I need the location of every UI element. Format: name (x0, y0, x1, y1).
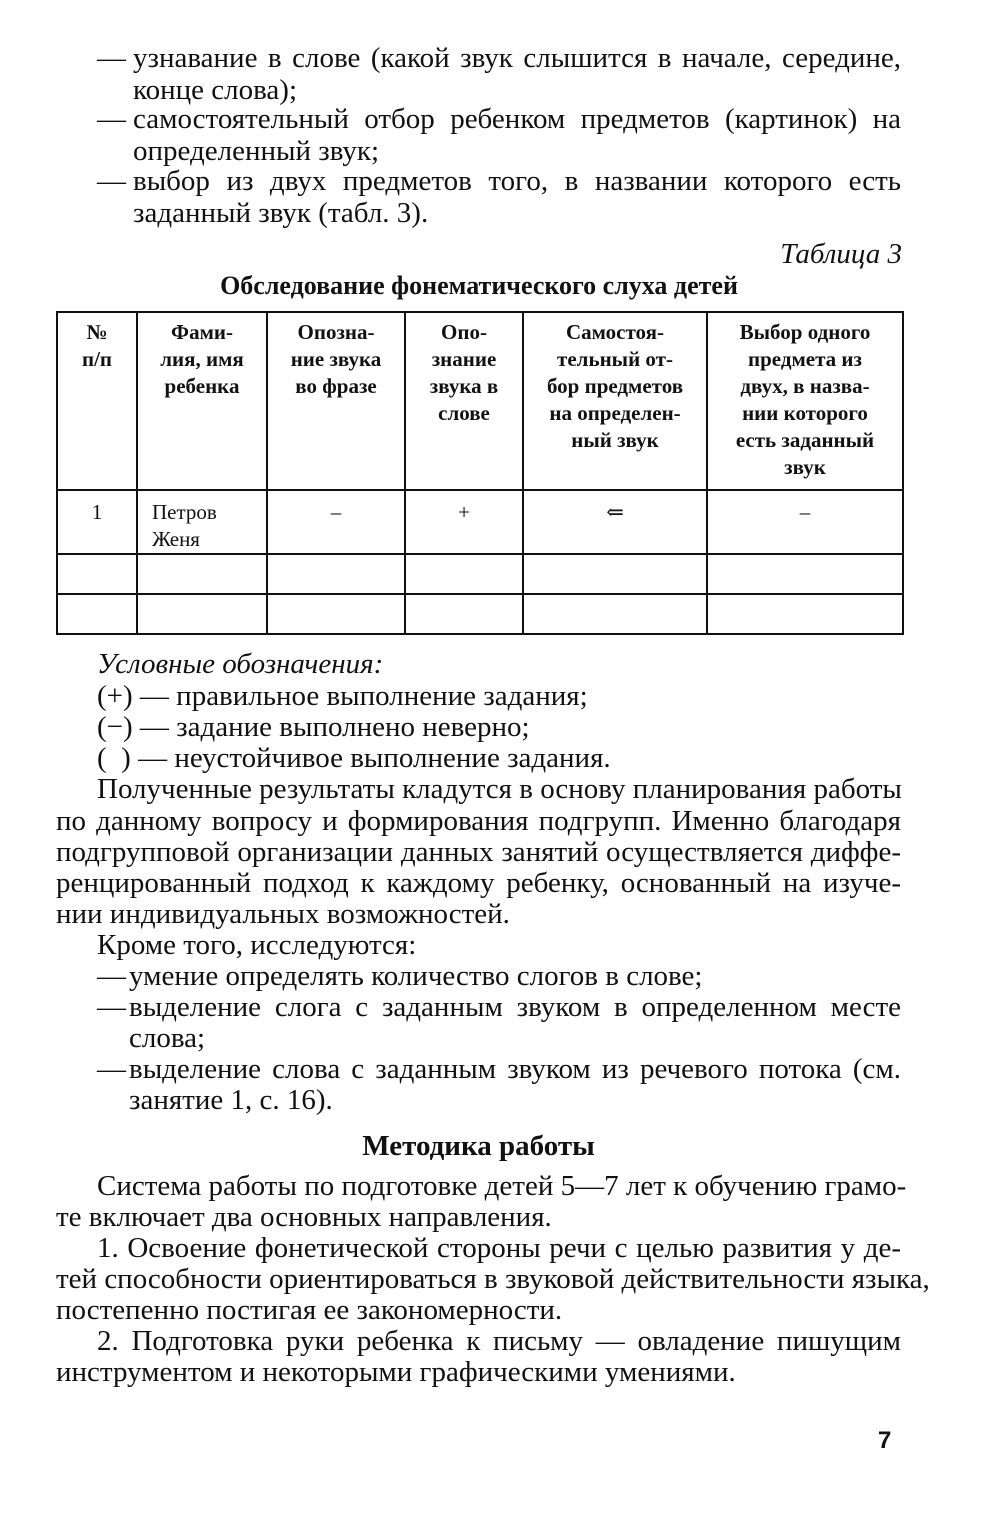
paragraph-line: те включает два основных направления. (56, 1201, 552, 1233)
legend-item: (−) — задание выполнено неверно; (97, 711, 530, 743)
legend-title: Условные обозначения: (97, 648, 384, 680)
list-item-text: самостоятельный отбор ребенком предметов (картинок) на (133, 103, 901, 135)
header-name: Фами- лия, имя ребенка (137, 312, 267, 490)
cell-word (405, 594, 523, 634)
header-self-selection: Самостоя- тельный от- бор предметов на определен- ный звук (523, 312, 707, 490)
paragraph-line: нии индивидуальных возможностей. (56, 898, 510, 930)
list-dash: — (97, 991, 126, 1023)
cell-number: 1 (57, 490, 137, 554)
table-row (57, 490, 903, 554)
paragraph-line: подгрупповой организации данных занятий осуществляется диффе- (56, 836, 901, 868)
list-dash: — (97, 165, 126, 197)
list-dash: — (97, 42, 126, 74)
cell-select: ⇐ (523, 490, 707, 554)
cell-name (137, 594, 267, 634)
table-row (57, 594, 903, 634)
table-title: Обследование фонематического слуха детей (220, 271, 738, 300)
paragraph-line: тей способности ориентироваться в звуковой действительности языка, (56, 1263, 930, 1295)
cell-choice (707, 554, 903, 594)
list-item-text: заданный звук (табл. 3). (133, 197, 429, 229)
paragraph-line: Полученные результаты кладутся в основу планирования работы (97, 773, 902, 805)
list-dash: — (97, 1053, 126, 1085)
list-item-text: занятие 1, с. 16). (129, 1084, 333, 1116)
list-item-text: выделение слога с заданным звуком в определенном месте (129, 991, 901, 1023)
cell-name: Петров Женя (137, 490, 267, 554)
list-item-text: выделение слова с заданным звуком из речевого потока (см. (129, 1053, 901, 1085)
cell-choice (707, 594, 903, 634)
cell-name (137, 554, 267, 594)
list-item-text: умение определять количество слогов в слове; (129, 960, 703, 992)
cell-phrase: – (267, 490, 405, 554)
legend-item: ( ) — неустойчивое выполнение задания. (97, 742, 611, 774)
list-item-text: узнавание в слове (какой звук слышится в начале, середине, (133, 42, 901, 74)
survey-table (56, 311, 904, 635)
paragraph-line: инструментом и некоторыми графическими умениями. (56, 1356, 736, 1388)
paragraph-line: ренцированный подход к каждому ребенку, основанный на изуче- (56, 867, 901, 899)
cell-select (523, 554, 707, 594)
cell-phrase (267, 594, 405, 634)
cell-word: + (405, 490, 523, 554)
list-item-text: слова; (129, 1022, 206, 1054)
list-item-text: конце слова); (133, 74, 298, 106)
cell-choice: – (707, 490, 903, 554)
cell-select (523, 594, 707, 634)
header-number: № п/п (57, 312, 137, 490)
header-choice-of-two: Выбор одного предмета из двух, в назва- нии которого есть заданный звук (707, 312, 903, 490)
table-label: Таблица 3 (780, 238, 902, 270)
paragraph-line: Система работы по подготовке детей 5—7 лет к обучению грамо- (97, 1170, 907, 1202)
paragraph-line: Кроме того, исследуются: (97, 929, 417, 961)
list-item-text: выбор из двух предметов того, в названии которого есть (133, 165, 901, 197)
cell-word (405, 554, 523, 594)
section-title: Методика работы (362, 1130, 595, 1162)
paragraph-line: 2. Подготовка руки ребенка к письму — овладение пишущим (97, 1325, 901, 1357)
paragraph-line: постепенно постигая ее закономерности. (56, 1294, 563, 1326)
table-header-row (57, 312, 903, 490)
legend-item: (+) — правильное выполнение задания; (97, 680, 588, 712)
list-dash: — (97, 103, 126, 135)
paragraph-line: 1. Освоение фонетической стороны речи с целью развития у де- (97, 1232, 901, 1264)
page-number: 7 (878, 1427, 892, 1454)
header-word-recognition: Опо- знание звука в слове (405, 312, 523, 490)
header-phrase-recognition: Опозна- ние звука во фразе (267, 312, 405, 490)
cell-phrase (267, 554, 405, 594)
list-dash: — (97, 960, 126, 992)
cell-number (57, 554, 137, 594)
paragraph-line: по данному вопросу и формирования подгрупп. Именно благодаря (56, 805, 901, 837)
cell-number (57, 594, 137, 634)
table-row (57, 554, 903, 594)
list-item-text: определенный звук; (133, 135, 380, 167)
